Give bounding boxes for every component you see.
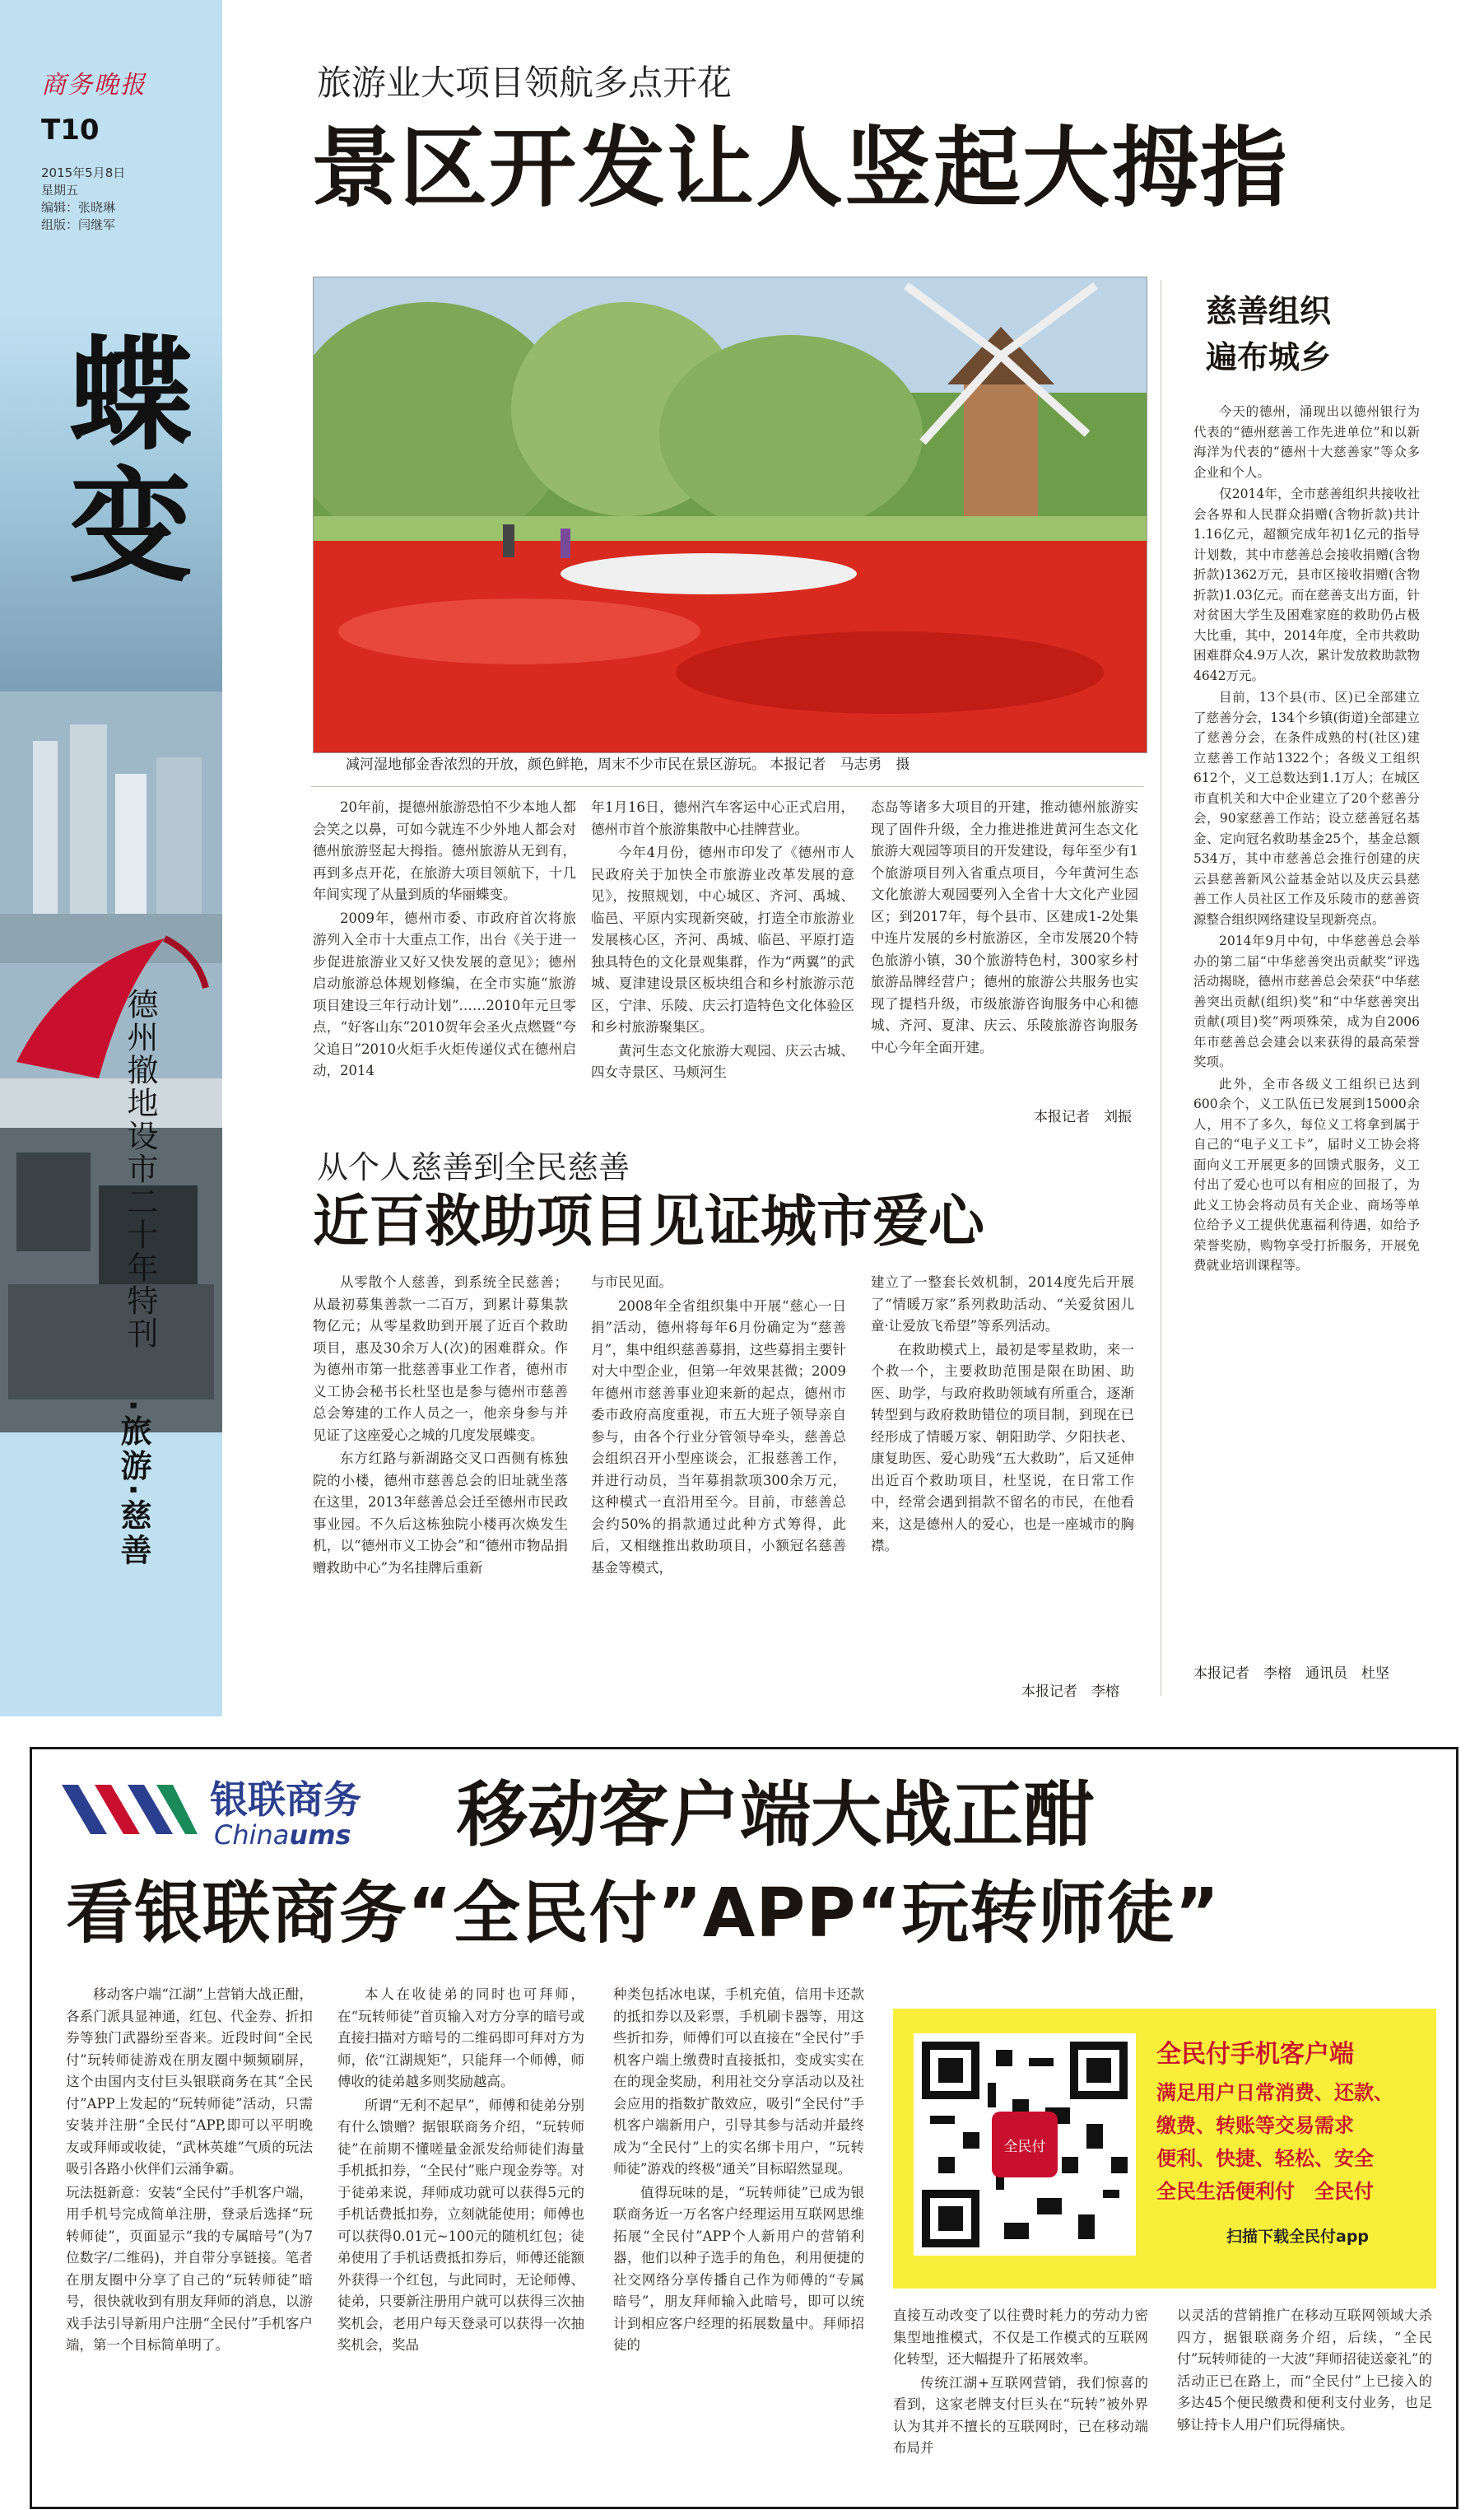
sidebar-big-title: 蝶变 [48, 329, 191, 593]
article1-top-rule [311, 786, 1144, 787]
sidebar-headline-line1: 慈善组织 [1206, 293, 1332, 329]
article1-column-1 [313, 797, 576, 1126]
paragraph: 年1月16日，德州汽车客运中心正式启用，德州市首个旅游集散中心挂牌营业。 [591, 799, 854, 837]
app-icon: 全民付 [992, 2112, 1058, 2177]
paragraph: 态岛等诸多大项目的开建，推动德州旅游实现了固件升级，全力推进推进黄河生态文化旅游大观园等项目的开发建设，每年至少有1个旅游项目列入省重点项目，今年黄河生态文化旅游大观园要列入全省十大文化产业园区；到2017年，每个县市、区建成1-2处集中连片发展的乡村旅游区，全市发展20个特色旅游小镇，30个旅游特色村，300家乡村旅游品牌经营户；德州的旅游公共服务也实现了提档升级，市级旅游咨询服务中心和德城、齐河、夏津、庆云、乐陵旅游咨询服务中心今年全面开建。 [871, 799, 1138, 1055]
paragraph: 2014年9月中旬，中华慈善总会举办的第二届“中华慈善突出贡献奖”评选活动揭晓，德州市慈善总会荣获“中华慈善突出贡献(组织)奖”和“中华慈善突出贡献(项目)奖”两项殊荣，成为自2006年市慈善总会建会以来获得的最高荣誉奖项。 [1193, 934, 1420, 1069]
article2-column-1 [313, 1272, 568, 1692]
paragraph: 玩法挺新意：安装“全民付”手机客户端，用手机号完成简单注册，登录后选择“玩转师徒”，页面显示“我的专属暗号”(为7位数字/二维码)，并自带分享链接。笔者在朋友圈中分享了自己的“玩转师徒”暗号，很快就收到有朋友拜师的消息，以游戏手法引导新用户注册“全民付”手机客户端，第一个目标简单明了。 [66, 2184, 313, 2353]
paragraph: 以灵活的营销推广在移动互联网领域大杀四方，据银联商务介绍，后续，“全民付”玩转师徒的一大波“拜师招徒送豪礼”的活动正已在路上，而“全民付”上已接入的多达45个便民缴费和便利支付业务，也足够让持卡人用户们玩得痛快。 [1177, 2307, 1432, 2433]
article2-byline: 本报记者 李榕 [1021, 1683, 1119, 1700]
issue-weekday: 星期五 [41, 183, 79, 198]
ad-headline-2: 看银联商务“全民付”APP“玩转师徒” [66, 1874, 1221, 1953]
article2-column-3 [871, 1272, 1134, 1667]
ad-column-2 [337, 1984, 584, 2486]
qr-code[interactable] [914, 2033, 1136, 2256]
masthead-info [41, 165, 125, 234]
paragraph: 目前，13个县(市、区)已全部建立了慈善分会，134个乡镇(街道)全部建立了慈善分会，在条件成熟的村(社区)建立慈善工作站1322个；各级义工组织612个，义工总数达到1.1万人；在城区市直机关和大中企业建立了20个慈善分会，90家慈善工作站；设立慈善冠名基金、定向冠名救助基金25个，基金总额534万，其中市慈善总会推行创建的庆云县慈善新风公益基金站以及庆云县慈善工作人员社区工作及乐陵市的慈善资源整合组织网络建设呈现新亮点。 [1193, 690, 1420, 927]
article1-kicker: 旅游业大项目领航多点开花 [317, 63, 733, 103]
promo-line: 便利、快捷、轻松、安全 [1156, 2147, 1374, 2170]
article1-headline: 景区开发让人竖起大拇指 [311, 118, 1289, 219]
paragraph: 今年4月份，德州市印发了《德州市人民政府关于加快全市旅游业改革发展的意见》，按照规划，中心城区、齐河、禹城、临邑、平原内实现新突破，打造全市旅游业发展核心区，齐河、禹城、临邑、平原打造独具特色的文化景观集群，作为“两翼”的武城、夏津建设景区板块组合和乡村旅游示范区，宁津、乐陵、庆云打造特色文化体验区和乡村旅游聚集区。 [591, 845, 854, 1035]
paragraph: 直接互动改变了以往费时耗力的劳动力密集型地推模式，不仅是工作模式的互联网化转型，还大幅提升了拓展效率。 [893, 2307, 1148, 2367]
paper-logo: 商务晚报 [41, 71, 147, 100]
paragraph: 移动客户端“江湖”上营销大战正酣，各系门派具显神通，红包、代金券、折扣券等独门武器纷至沓来。近段时间“全民付”玩转师徒游戏在朋友圈中频频刷屏，这个由国内支付巨头银联商务在其“全民付”APP上发起的“玩转师徒”活动，只需安装并注册“全民付”APP,即可以平明晚友或拜师或收徒，“武林英雄”气质的玩法吸引各路小伙伴们云涌争霸。 [66, 1986, 313, 2177]
article2-headline: 近百救助项目见证城市爱心 [313, 1190, 985, 1255]
sidebar-headline-line2: 遍布城乡 [1206, 339, 1332, 375]
promo-line: 满足用户日常消费、还款、 [1156, 2081, 1393, 2104]
sidebar-article-body [1193, 402, 1420, 1661]
photo-caption: 减河湿地郁金香浓烈的开放，颜色鲜艳，周末不少市民在景区游玩。 本报记者 马志勇 摄 [346, 757, 910, 773]
paragraph: 东方红路与新湖路交叉口西侧有栋独院的小楼，德州市慈善总会的旧址就坐落在这里，2013年慈善总会迁至德州市民政事业园。不久后这栋独院小楼再次焕发生机，以“德州市义工协会”和“德州市物品捐赠救助中心”为名挂牌后重新 [313, 1451, 568, 1576]
paragraph: 此外，全市各级义工组织已达到600余个，义工队伍已发展到15000余人，用不了多久，每位义工将拿到属于自己的“电子义工卡”，届时义工协会将面向义工开展更多的回馈式服务，义工付出了爱心也可以有相应的回报了，为此义工协会将动员有关企业、商场等单位给予义工提供优惠福利待遇，如给予荣誉奖励，购物享受打折服务，开展免费就业培训课程等。 [1193, 1076, 1420, 1273]
paragraph: 所谓“无利不起早”，师傅和徒弟分别有什么馈赠？据银联商务介绍，“玩转师徒”在前期不懂嗟量金派发给师徒们海量手机抵扣券，“全民付”账户现金券等。对于徒弟来说，拜师成功就可以获得5元的手机话费抵扣券，立刻就能使用；师傅也可以获得0.01元~100元的随机红包；徒弟使用了手机话费抵扣券后，师傅还能额外获得一个红包，与此同时，无论师傅、徒弟，只要新注册用户就可以获得三次抽奖机会，老用户每天登录可以获得一次抽奖机会，奖品 [337, 2097, 584, 2353]
scan-instruction: 扫描下载全民付app [1226, 2228, 1370, 2246]
brand-name-en [214, 1819, 351, 1851]
issue-date: 2015年5月8日 [41, 165, 126, 180]
ad-headline-1: 移动客户端大战正酣 [457, 1774, 1094, 1856]
paragraph: 种类包括冰电谋，手机充值，信用卡还款的抵扣券以及彩票，手机刷卡器等，用这些折扣券，师傅们可以直接在“全民付”手机客户端上缴费时直接抵扣，变成实实在在的现金奖励，利用社交分享活动以及社会应用的指数扩散效应，吸引“全民付”手机客户端新用户，引导其参与活动并最终成为“全民付”上的实名绑卡用户，“玩转师徒”游戏的终极“通关”目标昭然显现。 [613, 1986, 864, 2177]
promo-line: 全民生活便利付 全民付 [1156, 2180, 1374, 2203]
promo-title: 全民付手机客户端 [1156, 2040, 1354, 2069]
series-topic: ·旅游·慈善 [115, 1399, 151, 1568]
ums-emblem-icon [58, 1777, 198, 1842]
paragraph: 与市民见面。 [591, 1274, 672, 1290]
article2-column-2 [591, 1272, 846, 1692]
paragraph: 黄河生态文化旅游大观园、庆云古城、四女寺景区、马颊河生 [591, 1042, 854, 1080]
brand-name-cn: 银联商务 [210, 1777, 361, 1822]
paragraph: 建立了一整套长效机制，2014度先后开展了“情暖万家”系列救助活动、“关爱贫困儿童·让爱放飞希望”等系列活动。 [871, 1274, 1134, 1334]
paragraph: 值得玩味的是，“玩转师徒”已成为银联商务近一万名客户经理运用互联网思维拓展“全民付”APP个人新用户的营销利器，他们以种子选手的角色，利用便捷的社交网络分享传播自己作为师傅的“专属暗号”，朋友拜师输入此暗号，即可以统计到相应客户经理的拓展数量中。拜师招徒的 [613, 2184, 864, 2353]
series-title: 德州撤地设市二十年特刊 [122, 988, 158, 1350]
paragraph: 传统江湖+互联网营销，我们惊喜的看到，这家老牌支付巨头在“玩转”被外界认为其并不擅长的互联网时，已在移动端布局并 [893, 2374, 1148, 2456]
paragraph: 20年前，提德州旅游恐怕不少本地人都会笑之以鼻，可如今就连不少外地人都会对德州旅游竖起大拇指。德州旅游从无到有，再到多点开花，在旅游大项目领航下，十几年间实现了从量到质的华丽蝶变。 [313, 799, 576, 902]
promo-lines [1156, 2076, 1393, 2208]
paragraph: 本人在收徒弟的同时也可拜师，在“玩转师徒”首页输入对方分享的暗号或直接扫描对方暗号的二维码即可拜对方为师，依“江湖规矩”，只能拜一个师傅，师傅收的徒弟越多则奖励越高。 [337, 1986, 584, 2089]
page-number: T10 [41, 114, 100, 147]
ad-column-3 [613, 1984, 864, 2486]
paragraph: 2008年全省组织集中开展“慈心一日捐”活动，德州将每年6月份确定为“慈善月”，集中组织慈善募捐，这些募捐主要针对大中型企业，但第一年效果甚微；2009年德州市慈善事业迎来新的起点，德州市委市政府高度重视，市五大班子领导亲自参与，由各个行业分管领导牵头，慈善总会组织召开小型座谈会，汇报慈善工作，并进行动员，当年募捐款项300余万元，这种模式一直沿用至今。目前，市慈善总会约50%的捐款通过此种方式筹得，此后，又相继推出救助项目，小额冠名慈善基金等模式， [591, 1297, 846, 1576]
ad-column-1 [66, 1984, 313, 2486]
sidebar-byline: 本报记者 李榕 通讯员 杜坚 [1193, 1665, 1389, 1682]
brand-en-prefix: China [214, 1819, 290, 1851]
brand-logo [58, 1770, 420, 1860]
tulip-windmill-photo [313, 277, 1147, 753]
article1-column-3 [871, 797, 1138, 1101]
paragraph: 仅2014年，全市慈善组织共接收社会各界和人民群众捐赠(含物折款)共计1.16亿元，超额完成年初1亿元的指导计划数，其中市慈善总会接收捐赠(含物折款)1362万元，县市区接收捐赠(含物折款)1.03亿元。而在慈善支出方面，针对贫困大学生及困难家庭的救助仍占极大比重，其中，2014年度，全市共救助困难群众4.9万人次，累计发放救助款物4642万元。 [1193, 487, 1420, 683]
paragraph: 在救助模式上，最初是零星救助，来一个救一个，主要救助范围是限在助困、助医、助学，与政府救助领域有所重合，逐渐转型到与政府救助错位的项目制，到现在已经形成了情暖万家、朝阳助学、夕阳扶老、康复助医、爱心助残“五大救助”，后又延伸出近百个救助项目，杜坚说，在日常工作中，经常会遇到捐款不留名的市民，在他看来，这是德州人的爱心，也是一座城市的胸襟。 [871, 1341, 1134, 1553]
article1-byline: 本报记者 刘振 [1034, 1109, 1132, 1125]
promo-box [893, 2009, 1436, 2289]
paragraph: 今天的德州，涌现出以德州银行为代表的“德州慈善工作先进单位”和以新海洋为代表的“德州十大慈善家”等众多企业和个人。 [1193, 404, 1420, 480]
paragraph: 从零散个人慈善，到系统全民慈善；从最初募集善款一二百万，到累计募集款物亿元；从零星救助到开展了近百个救助项目，惠及30余万人(次)的困难群众。作为德州市第一批慈善事业工作者，德州市义工协会秘书长杜坚也是参与德州市慈善总会筹建的工作人员之一，他亲身参与并见证了这座爱心之城的几度发展蝶变。 [313, 1274, 568, 1443]
article2-kicker: 从个人慈善到全民慈善 [317, 1149, 630, 1185]
article1-column-2 [591, 797, 854, 1126]
ad-column-5 [1177, 2305, 1432, 2494]
layout-credit: 组版：闫继军 [41, 217, 116, 232]
editor-credit: 编辑：张晓琳 [41, 200, 116, 215]
brand-en-suffix: ums [289, 1819, 351, 1851]
ad-column-4 [893, 2305, 1148, 2494]
sidebar-headline [1206, 288, 1331, 380]
city-illustration [0, 692, 222, 1432]
promo-line: 缴费、转账等交易需求 [1156, 2114, 1354, 2137]
paragraph: 2009年，德州市委、市政府首次将旅游列入全市十大重点工作，出台《关于进一步促进旅游业又好又快发展的意见》；德州启动旅游总体规划修编，在全市实施“旅游项目建设三年行动计划”……2010年元旦零点，“好客山东”2010贺年会圣火点燃暨“夸父追日”2010火炬手火炬传递仪式在德州启动，2014 [313, 910, 576, 1078]
